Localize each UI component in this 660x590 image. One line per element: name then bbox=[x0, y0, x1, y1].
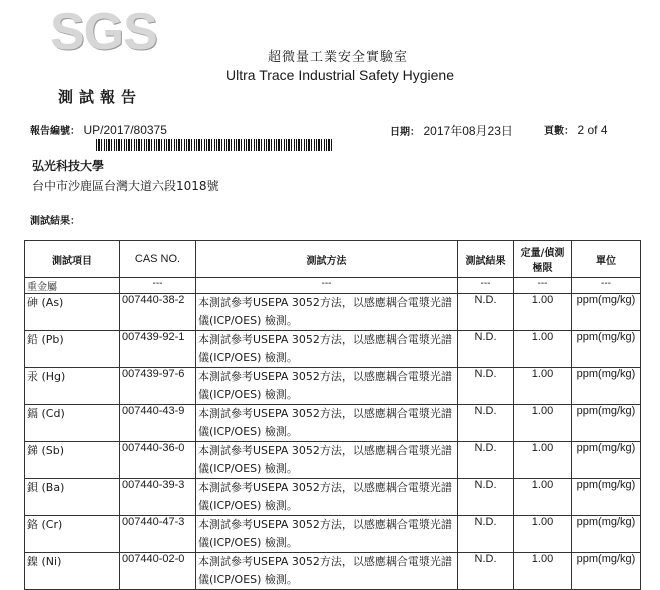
row-limit: 1.00 bbox=[514, 479, 572, 516]
row-item: 汞 (Hg) bbox=[25, 368, 120, 405]
header-test-method: 測試方法 bbox=[196, 241, 458, 278]
row-method: 本測試參考USEPA 3052方法，以感應耦合電漿光譜儀(ICP/OES) 檢測。 bbox=[196, 479, 458, 516]
customer-name: 弘光科技大學 bbox=[32, 159, 105, 173]
sgs-logo: SGS bbox=[50, 3, 157, 61]
row-unit: ppm(mg/kg) bbox=[572, 294, 641, 331]
group-result: --- bbox=[458, 278, 514, 294]
row-item: 鉻 (Cr) bbox=[25, 516, 120, 553]
table-row bbox=[25, 442, 641, 479]
report-number-label: 報告編號： bbox=[30, 126, 80, 137]
report-date-label: 日期： bbox=[390, 127, 420, 138]
table-row bbox=[25, 516, 641, 553]
group-method: --- bbox=[196, 278, 458, 294]
results-table bbox=[24, 240, 641, 590]
report-number bbox=[30, 122, 167, 137]
row-limit: 1.00 bbox=[514, 368, 572, 405]
row-item: 鋇 (Ba) bbox=[25, 479, 120, 516]
table-row bbox=[25, 368, 641, 405]
lab-name-english: Ultra Trace Industrial Safety Hygiene bbox=[226, 67, 454, 83]
report-date-value: 2017年08月23日 bbox=[423, 124, 513, 138]
table-row bbox=[25, 294, 641, 331]
row-unit: ppm(mg/kg) bbox=[572, 516, 641, 553]
row-unit: ppm(mg/kg) bbox=[572, 405, 641, 442]
row-item: 銻 (Sb) bbox=[25, 442, 120, 479]
row-result: N.D. bbox=[458, 405, 514, 442]
row-limit: 1.00 bbox=[514, 331, 572, 368]
page-count bbox=[544, 122, 608, 137]
row-item: 鎘 (Cd) bbox=[25, 405, 120, 442]
header-cas-no: CAS NO. bbox=[120, 241, 196, 278]
row-limit: 1.00 bbox=[514, 294, 572, 331]
row-method: 本測試參考USEPA 3052方法，以感應耦合電漿光譜儀(ICP/OES) 檢測。 bbox=[196, 294, 458, 331]
table-row bbox=[25, 479, 641, 516]
row-item: 鎳 (Ni) bbox=[25, 553, 120, 590]
row-cas: 007440-43-9 bbox=[120, 405, 196, 442]
page-count-label: 頁數： bbox=[544, 126, 574, 137]
row-method: 本測試參考USEPA 3052方法，以感應耦合電漿光譜儀(ICP/OES) 檢測。 bbox=[196, 405, 458, 442]
report-date bbox=[390, 122, 513, 139]
row-limit: 1.00 bbox=[514, 516, 572, 553]
row-unit: ppm(mg/kg) bbox=[572, 368, 641, 405]
row-cas: 007439-97-6 bbox=[120, 368, 196, 405]
row-limit: 1.00 bbox=[514, 442, 572, 479]
header-unit: 單位 bbox=[572, 241, 641, 278]
row-result: N.D. bbox=[458, 294, 514, 331]
row-cas: 007440-47-3 bbox=[120, 516, 196, 553]
row-result: N.D. bbox=[458, 516, 514, 553]
customer-address: 台中市沙鹿區台灣大道六段1018號 bbox=[32, 179, 219, 193]
row-limit: 1.00 bbox=[514, 405, 572, 442]
section-label: 測試結果： bbox=[30, 216, 80, 227]
row-item: 鉛 (Pb) bbox=[25, 331, 120, 368]
row-cas: 007440-38-2 bbox=[120, 294, 196, 331]
row-method: 本測試參考USEPA 3052方法，以感應耦合電漿光譜儀(ICP/OES) 檢測。 bbox=[196, 553, 458, 590]
table-row bbox=[25, 553, 641, 590]
row-result: N.D. bbox=[458, 442, 514, 479]
table-row bbox=[25, 405, 641, 442]
row-cas: 007440-02-0 bbox=[120, 553, 196, 590]
row-unit: ppm(mg/kg) bbox=[572, 442, 641, 479]
table-group-row bbox=[25, 278, 641, 294]
table-row bbox=[25, 331, 641, 368]
row-result: N.D. bbox=[458, 368, 514, 405]
table-header-row bbox=[25, 241, 641, 278]
header-test-item: 測試項目 bbox=[25, 241, 120, 278]
row-cas: 007440-39-3 bbox=[120, 479, 196, 516]
group-unit: --- bbox=[572, 278, 641, 294]
group-cas: --- bbox=[120, 278, 196, 294]
row-cas: 007439-92-1 bbox=[120, 331, 196, 368]
row-method: 本測試參考USEPA 3052方法，以感應耦合電漿光譜儀(ICP/OES) 檢測。 bbox=[196, 442, 458, 479]
page-count-value: 2 of 4 bbox=[577, 123, 608, 137]
row-result: N.D. bbox=[458, 553, 514, 590]
lab-name-chinese: 超微量工業安全實驗室 bbox=[268, 50, 409, 65]
row-unit: ppm(mg/kg) bbox=[572, 331, 641, 368]
row-method: 本測試參考USEPA 3052方法，以感應耦合電漿光譜儀(ICP/OES) 檢測。 bbox=[196, 516, 458, 553]
header-limit: 定量/偵測極限 bbox=[514, 241, 572, 278]
report-number-value: UP/2017/80375 bbox=[83, 123, 167, 137]
report-title: 測試報告 bbox=[58, 88, 143, 106]
row-result: N.D. bbox=[458, 479, 514, 516]
group-limit: --- bbox=[514, 278, 572, 294]
row-unit: ppm(mg/kg) bbox=[572, 553, 641, 590]
barcode bbox=[96, 139, 332, 151]
row-method: 本測試參考USEPA 3052方法，以感應耦合電漿光譜儀(ICP/OES) 檢測。 bbox=[196, 331, 458, 368]
row-limit: 1.00 bbox=[514, 553, 572, 590]
row-item: 砷 (As) bbox=[25, 294, 120, 331]
row-unit: ppm(mg/kg) bbox=[572, 479, 641, 516]
row-cas: 007440-36-0 bbox=[120, 442, 196, 479]
header-result: 測試結果 bbox=[458, 241, 514, 278]
row-method: 本測試參考USEPA 3052方法，以感應耦合電漿光譜儀(ICP/OES) 檢測。 bbox=[196, 368, 458, 405]
group-name: 重金屬 bbox=[25, 278, 120, 294]
row-result: N.D. bbox=[458, 331, 514, 368]
